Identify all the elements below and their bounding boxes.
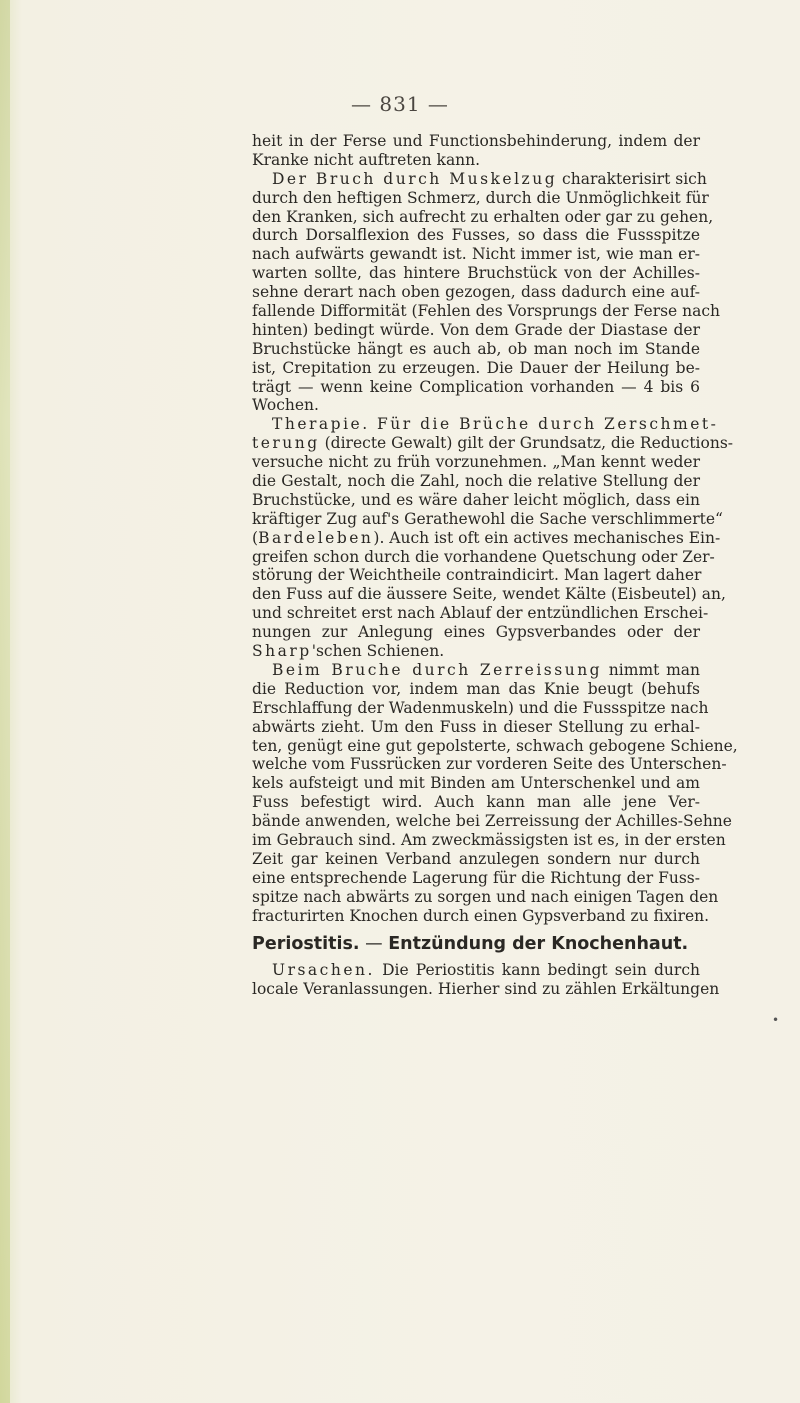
text-line: Erschlaffung der Wadenmuskeln) und die Fussspitze nach — [252, 698, 709, 717]
heading-translation: Entzündung der Knochenhaut. — [388, 934, 689, 955]
text-line: kräftiger Zug auf's Gerathewohl die Sache verschlimmerte“ — [252, 509, 723, 528]
text-line: Der Bruch durch Muskelzug charakterisirt sich — [272, 169, 707, 188]
text-line: im Gebrauch sind. Am zweckmässigsten ist es, in der ersten — [252, 830, 726, 849]
text-line: Ursachen. Die Periostitis kann bedingt sein durch — [272, 961, 700, 980]
margin-mark: • — [772, 1013, 780, 1027]
text-line: spitze nach abwärts zu sorgen und nach einigen Tagen den — [252, 887, 719, 906]
text-line: Wochen. — [252, 396, 319, 415]
text-line: Fuss befestigt wird. Auch kann man alle jene Ver- — [252, 793, 700, 812]
text-line: nach aufwärts gewandt ist. Nicht immer ist, wie man er- — [252, 245, 700, 264]
text-line — [252, 415, 719, 434]
author-name: Bardeleben — [258, 528, 374, 547]
text-line: Zeit gar keinen Verband anzulegen sondern nur durch — [252, 849, 700, 868]
text-line: durch Dorsalflexion des Fusses, so dass die Fussspitze — [252, 226, 700, 245]
text-line: greifen schon durch die vorhandene Quetschung oder Zer- — [252, 547, 715, 566]
text-line: fracturirten Knochen durch einen Gypsverband zu fixiren. — [252, 906, 710, 925]
text-line: Kranke nicht auftreten kann. — [252, 150, 481, 169]
text-line: heit in der Ferse und Functionsbehinderung, indem der — [252, 132, 700, 150]
text-line: durch den heftigen Schmerz, durch die Unmöglichkeit für — [252, 188, 709, 207]
text-line: Bruchstücke, und es wäre daher leicht möglich, dass ein — [252, 490, 700, 509]
text-line: den Fuss auf die äussere Seite, wendet Kälte (Eisbeutel) an, — [252, 585, 726, 604]
text-line: ten, genügt eine gut gepolsterte, schwach gebogene Schiene, — [252, 736, 738, 755]
text-line: eine entsprechende Lagerung für die Richtung der Fuss- — [252, 868, 700, 887]
text-line: terung (directe Gewalt) gilt der Grundsatz, die Reductions- — [252, 434, 734, 453]
text-line: und schreitet erst nach Ablauf der entzündlichen Erschei- — [252, 604, 709, 623]
text-line: hinten) bedingt würde. Von dem Grade der Diastase der — [252, 320, 700, 339]
page-number: — 831 — — [351, 92, 449, 116]
body-text — [252, 132, 738, 999]
text-line: bände anwenden, welche bei Zerreissung der Achilles-Sehne — [252, 812, 732, 831]
text-line: kels aufsteigt und mit Binden am Unterschenkel und am — [252, 774, 700, 793]
text-line: welche vom Fussrücken zur vorderen Seite des Unterschen- — [252, 755, 727, 774]
section-lead: Ursachen. — [272, 961, 375, 980]
text-line: versuche nicht zu früh vorzunehmen. „Man kennt weder — [252, 453, 700, 472]
text-line: störung der Weichtheile contraindicirt. Man lagert daher — [252, 566, 702, 585]
text-line: Bruchstücke hängt es auch ab, ob man noch im Stande — [252, 339, 700, 358]
section-lead: Der Bruch durch Muskelzug — [272, 169, 558, 188]
author-name: Sharp — [252, 642, 312, 661]
page-edge-shadow — [0, 0, 10, 1403]
text-line: Beim Bruche durch Zerreissung nimmt man — [272, 660, 700, 679]
text-line: ist, Crepitation zu erzeugen. Die Dauer der Heilung be- — [252, 358, 700, 377]
text-line: die Gestalt, noch die Zahl, noch die relative Stellung der — [252, 472, 700, 491]
text-line: den Kranken, sich aufrecht zu erhalten oder gar zu gehen, — [252, 207, 714, 226]
text-line: sehne derart nach oben gezogen, dass dadurch eine auf- — [252, 283, 700, 302]
text-line: die Reduction vor, indem man das Knie beugt (behufs — [252, 679, 700, 698]
text-line: fallende Difformität (Fehlen des Vorsprungs der Ferse nach — [252, 302, 721, 321]
text-line: abwärts zieht. Um den Fuss in dieser Stellung zu erhal- — [252, 717, 700, 736]
section-heading: Periostitis. — Entzündung der Knochenhaut. — [252, 934, 689, 955]
text-line: locale Veranlassungen. Hierher sind zu zählen Erkältungen — [252, 980, 720, 999]
text-line: trägt — wenn keine Complication vorhanden — 4 bis 6 — [252, 377, 700, 396]
text-line: nungen zur Anlegung eines Gypsverbandes oder der — [252, 623, 700, 642]
text-line: Sharp'schen Schienen. — [252, 642, 445, 661]
section-lead: Beim Bruche durch Zerreissung — [272, 660, 603, 679]
text-line: warten sollte, das hintere Bruchstück von der Achilles- — [252, 264, 700, 283]
heading-term: Periostitis. — [252, 934, 360, 955]
section-lead: Therapie. Für die Brüche durch Zerschmet- — [272, 415, 719, 434]
text-line: (Bardeleben). Auch ist oft ein actives mechanisches Ein- — [252, 528, 721, 547]
